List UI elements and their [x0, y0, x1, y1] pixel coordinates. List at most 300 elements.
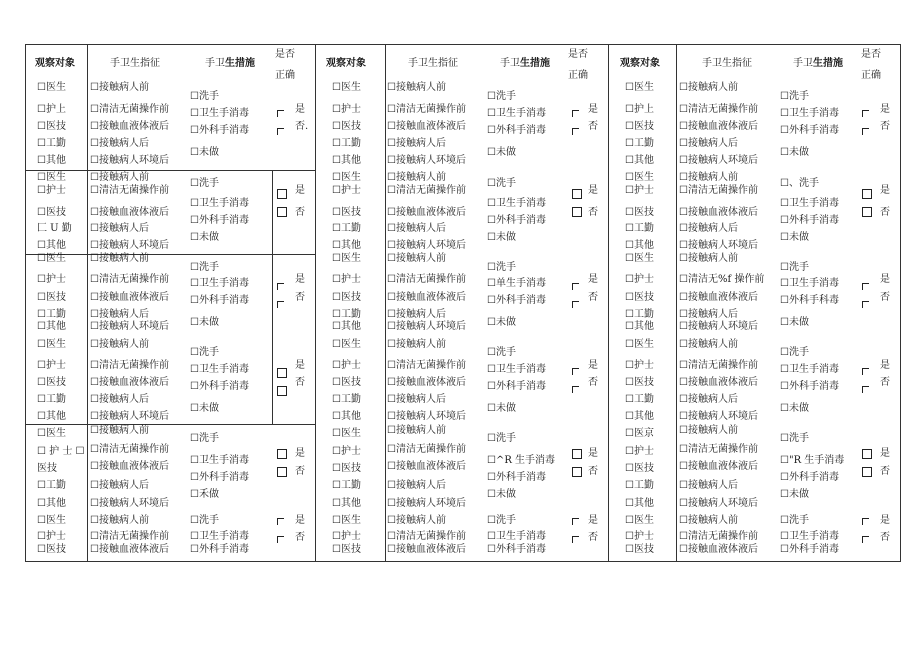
- measure-option: ☐"R 生手消毒: [780, 455, 845, 466]
- correct-yes-checkbox[interactable]: [277, 368, 287, 378]
- indication-option: ☐清洁无菌操作前: [387, 360, 466, 371]
- observer-option: ☐工勤: [37, 394, 66, 405]
- header-measure-bold: 生措施: [520, 58, 550, 69]
- measure-option: ☐卫生手消毒: [190, 455, 249, 466]
- indication-option: ☐接触病人前: [679, 339, 738, 350]
- observer-option: ☐医技: [625, 377, 654, 388]
- measure-option: ☐外科手消毒: [487, 472, 546, 483]
- correct-yes-label: 是: [880, 360, 890, 371]
- measure-option: ☐外科手消毒: [487, 544, 546, 555]
- indication-option: ☐接触病人前: [387, 82, 446, 93]
- indication-option: ☐接触血液体液后: [387, 377, 466, 388]
- observer-option: ☐护士: [332, 531, 361, 542]
- correct-no-checkbox[interactable]: [862, 207, 872, 217]
- correct-yes-checkbox[interactable]: [277, 283, 284, 290]
- indication-option: ☐清洁无菌操作前: [387, 444, 466, 455]
- indication-option: ☐接触血液体液后: [387, 461, 466, 472]
- correct-yes-label: 是: [588, 448, 598, 459]
- correct-yes-checkbox[interactable]: [862, 189, 872, 199]
- measure-option: ☐卫生手消毒: [190, 364, 249, 375]
- observer-option: ☐医技: [625, 207, 654, 218]
- observer-option: ☐医技: [625, 121, 654, 132]
- observer-option: ☐医生: [332, 172, 361, 183]
- header-indication: 手卫生指征: [702, 58, 752, 69]
- observer-option: ☐医技: [37, 121, 66, 132]
- indication-option: ☐接触血液体液后: [90, 461, 169, 472]
- indication-option: ☐接触病人环境后: [90, 411, 169, 422]
- measure-option: ☐外科手消毒: [487, 381, 546, 392]
- observer-option: ☐护士: [332, 360, 361, 371]
- indication-option: ☐接触血液体液后: [387, 292, 466, 303]
- measure-option: ☐未做: [780, 147, 809, 158]
- correct-no-label: 否: [588, 292, 598, 303]
- col-rule: [385, 44, 386, 562]
- measure-option: ☐未做: [190, 403, 219, 414]
- indication-option: ☐清洁无菌操作前: [90, 444, 169, 455]
- measure-option: ☐卫生手消毒: [780, 278, 839, 289]
- correct-no-checkbox[interactable]: [572, 128, 579, 135]
- indication-option: ☐接触病人环境后: [387, 240, 466, 251]
- measure-option: ☐洗手: [190, 515, 219, 526]
- indication-option: ☐清洁无菌操作前: [679, 531, 758, 542]
- measure-option: ☐未做: [487, 403, 516, 414]
- observer-option: ☐护上: [37, 104, 66, 115]
- observer-option: ☐医技: [332, 121, 361, 132]
- correct-no-label: 否: [880, 207, 890, 218]
- observer-option: ☐医生: [332, 428, 361, 439]
- correct-yes-label: 是: [588, 515, 598, 526]
- correct-yes-checkbox[interactable]: [572, 518, 579, 525]
- indication-option: ☐接触病人前: [90, 339, 149, 350]
- correct-no-checkbox[interactable]: [572, 467, 582, 477]
- observer-option: ☐护士: [625, 185, 654, 196]
- measure-option: ☐未做: [487, 489, 516, 500]
- correct-no-checkbox[interactable]: [572, 301, 579, 308]
- header-observer: 观察对象: [326, 58, 366, 69]
- indication-option: ☐接触病人环境后: [679, 155, 758, 166]
- header-correct-line2: 正确: [275, 70, 295, 81]
- measure-option: ☐外科手消毒: [190, 381, 249, 392]
- correct-no-label: 否: [295, 207, 305, 218]
- correct-no-checkbox[interactable]: [862, 467, 872, 477]
- indication-option: ☐接触血液体液后: [679, 121, 758, 132]
- correct-yes-checkbox[interactable]: [862, 449, 872, 459]
- col-rule: [272, 170, 273, 424]
- col-rule: [608, 44, 609, 562]
- indication-option: ☐接触病人后: [679, 138, 738, 149]
- indication-option: ☐接触血液体液后: [387, 121, 466, 132]
- observer-option: ☐其他: [37, 411, 66, 422]
- observer-option: ☐其他: [332, 321, 361, 332]
- observer-option: ☐护士: [332, 185, 361, 196]
- measure-option: ☐未做: [487, 232, 516, 243]
- indication-option: ☐接触病人环境后: [679, 321, 758, 332]
- measure-option: ☐、洗手: [780, 178, 819, 189]
- correct-yes-checkbox[interactable]: [572, 449, 582, 459]
- header-indication: 手卫生指征: [110, 58, 160, 69]
- observer-option: ☐护士: [37, 185, 66, 196]
- correct-yes-label: 是: [880, 515, 890, 526]
- indication-option: ☐接触病人前: [679, 253, 738, 264]
- measure-option: ☐外科手科毒: [780, 295, 839, 306]
- correct-no-checkbox[interactable]: [277, 536, 284, 543]
- indication-option: ☐接触病人环境后: [679, 498, 758, 509]
- measure-option: ☐禾做: [190, 489, 219, 500]
- indication-option: ☐接触血液体液后: [679, 544, 758, 555]
- correct-no-checkbox[interactable]: [862, 301, 869, 308]
- observer-option: ☐医生: [625, 172, 654, 183]
- correct-no-label: 否: [588, 532, 598, 543]
- observer-option: ☐医技: [37, 377, 66, 388]
- correct-yes-checkbox[interactable]: [862, 283, 869, 290]
- measure-option: ☐卫生手消毒: [780, 364, 839, 375]
- measure-option: ☐外科手消毒: [780, 381, 839, 392]
- measure-option: ☐未做: [780, 232, 809, 243]
- correct-no-label: 否: [295, 532, 305, 543]
- measure-option: ☐未做: [487, 147, 516, 158]
- observer-option: ☐医技: [625, 463, 654, 474]
- indication-option: ☐接触病人环境后: [387, 411, 466, 422]
- measure-option: ☐卫生手消毒: [780, 531, 839, 542]
- correct-no-checkbox[interactable]: [277, 386, 287, 396]
- indication-option: ☐接触病人前: [679, 515, 738, 526]
- header-indication: 手卫生指征: [408, 58, 458, 69]
- observer-option: ☐ 护 士 ☐: [37, 446, 85, 457]
- correct-yes-checkbox[interactable]: [862, 368, 869, 375]
- measure-option: ☐洗手: [487, 433, 516, 444]
- measure-option: ☐洗手: [780, 347, 809, 358]
- row-rule: [25, 424, 315, 425]
- correct-no-checkbox[interactable]: [277, 128, 284, 135]
- measure-option: ☐未做: [780, 317, 809, 328]
- observer-option: ☐护士: [37, 531, 66, 542]
- correct-yes-label: 是: [588, 360, 598, 371]
- observer-option: ☐工勤: [625, 223, 654, 234]
- indication-option: ☐接触病人后: [387, 480, 446, 491]
- indication-option: ☐接触血液体液后: [90, 207, 169, 218]
- indication-option: ☐接触血液体液后: [90, 292, 169, 303]
- header-correct-line2: 正确: [861, 70, 881, 81]
- observer-option: ☐其他: [37, 240, 66, 251]
- header-measure-part: 手卫: [793, 58, 813, 69]
- indication-option: ☐接触病人前: [90, 82, 149, 93]
- measure-option: ☐未做: [190, 317, 219, 328]
- correct-no-label: 否: [295, 377, 305, 388]
- measure-option: ☐外科手消毒: [190, 472, 249, 483]
- measure-option: ☐外科手消毒: [780, 544, 839, 555]
- indication-option: ☐清洁无菌操作前: [679, 104, 758, 115]
- correct-no-checkbox[interactable]: [862, 128, 869, 135]
- indication-option: ☐接触病人后: [679, 309, 738, 320]
- indication-option: ☐清洁无菌操作前: [387, 531, 466, 542]
- measure-option: ☐卫生手消毒: [487, 531, 546, 542]
- header-correct-line1: 是否: [861, 49, 881, 60]
- correct-no-label: 否: [588, 466, 598, 477]
- header-observer: 观察对象: [35, 58, 75, 69]
- indication-option: ☐接触病人前: [90, 425, 149, 436]
- observer-option: ☐护士: [332, 274, 361, 285]
- correct-yes-checkbox[interactable]: [862, 110, 869, 117]
- header-observer: 观察对象: [620, 58, 660, 69]
- indication-option: ☐接触病人环境后: [387, 498, 466, 509]
- measure-option: ☐^R 生手消毒: [487, 455, 556, 466]
- correct-yes-checkbox[interactable]: [862, 518, 869, 525]
- measure-option: ☐洗手: [190, 347, 219, 358]
- indication-option: ☐接触血液体液后: [387, 544, 466, 555]
- header-correct-line1: 是否: [568, 49, 588, 60]
- observer-option: ☐工勤: [37, 309, 66, 320]
- correct-no-checkbox[interactable]: [277, 467, 287, 477]
- indication-option: ☐清洁无菌操作前: [387, 185, 466, 196]
- measure-option: ☐洗手: [487, 347, 516, 358]
- correct-yes-checkbox[interactable]: [277, 110, 284, 117]
- indication-option: ☐接触病人前: [679, 425, 738, 436]
- indication-option: ☐接触病人前: [387, 425, 446, 436]
- correct-yes-label: 是: [588, 185, 598, 196]
- observer-option: ☐医生: [332, 253, 361, 264]
- measure-option: ☐外科手消毒: [190, 125, 249, 136]
- correct-no-label: 否: [588, 121, 598, 132]
- measure-option: ☐洗手: [780, 91, 809, 102]
- correct-no-checkbox[interactable]: [277, 301, 284, 308]
- indication-option: ☐接触病人后: [387, 309, 446, 320]
- col-rule: [87, 44, 88, 562]
- indication-option: ☐接触病人后: [387, 394, 446, 405]
- observer-option: ☐其他: [37, 321, 66, 332]
- header-measure: [205, 59, 255, 69]
- indication-option: ☐接触病人前: [90, 515, 149, 526]
- observer-option: ☐工勤: [332, 138, 361, 149]
- indication-option: ☐清洁无菌操作前: [90, 274, 169, 285]
- measure-option: ☐洗手: [780, 262, 809, 273]
- header-measure-part: 手卫: [205, 58, 225, 69]
- measure-option: ☐洗手: [780, 515, 809, 526]
- observer-option: ☐医生: [625, 339, 654, 350]
- measure-option: ☐洗手: [487, 178, 516, 189]
- correct-yes-label: 是: [588, 104, 598, 115]
- indication-option: ☐接触病人前: [387, 515, 446, 526]
- observer-option: ☐医技: [37, 544, 66, 555]
- header-rule: [25, 44, 900, 45]
- measure-option: ☐卫生手消毒: [190, 531, 249, 542]
- correct-yes-label: 是: [295, 274, 305, 285]
- header-measure-bold: 生措施: [225, 58, 255, 69]
- correct-no-checkbox[interactable]: [572, 536, 579, 543]
- measure-option: ☐洗手: [190, 91, 219, 102]
- observer-option: ☐医技: [37, 207, 66, 218]
- observer-option: ☐其他: [37, 498, 66, 509]
- indication-option: ☐接触病人后: [90, 223, 149, 234]
- correct-no-checkbox[interactable]: [572, 207, 582, 217]
- indication-option: ☐清洁无菌操作前: [90, 360, 169, 371]
- observer-option: ☐工勤: [37, 138, 66, 149]
- correct-no-label: 否: [295, 466, 305, 477]
- outer-left-rule: [25, 44, 26, 562]
- header-measure: [500, 59, 550, 69]
- measure-option: ☐未做: [780, 489, 809, 500]
- indication-option: ☐接触病人后: [90, 394, 149, 405]
- indication-option: ☐清洁无菌操作前: [679, 185, 758, 196]
- measure-option: ☐卫生手消毒: [487, 108, 546, 119]
- measure-option: ☐外科手消毒: [190, 215, 249, 226]
- measure-option: ☐外科手消毒: [780, 215, 839, 226]
- observer-option: ☐医生: [625, 253, 654, 264]
- indication-option: ☐清洁无菌操作前: [387, 104, 466, 115]
- observer-option: ☐医生: [625, 515, 654, 526]
- observer-option: ☐医生: [332, 82, 361, 93]
- indication-option: ☐清洁无菌操作前: [90, 104, 169, 115]
- outer-right-rule: [900, 44, 901, 562]
- indication-option: ☐接触病人后: [679, 480, 738, 491]
- header-correct-line1: 是否: [275, 49, 295, 60]
- indication-option: ☐接触病人环境后: [90, 498, 169, 509]
- observer-option: ☐其他: [332, 240, 361, 251]
- observer-option: ☐医技: [625, 544, 654, 555]
- bottom-rule: [25, 561, 900, 562]
- observer-option: ☐工勤: [625, 138, 654, 149]
- correct-no-label: 否.: [295, 121, 309, 132]
- indication-option: ☐接触病人前: [679, 82, 738, 93]
- measure-option: ☐单生手消毒: [487, 278, 546, 289]
- observer-option: 匚 U 勤: [37, 223, 72, 234]
- measure-option: ☐卫生手消毒: [190, 198, 249, 209]
- observer-option: ☐护士: [37, 360, 66, 371]
- indication-option: ☐清洁无%f 操作前: [679, 274, 765, 285]
- observer-option: ☐工勤: [625, 309, 654, 320]
- indication-option: ☐接触病人后: [90, 138, 149, 149]
- observer-option: ☐医生: [332, 515, 361, 526]
- correct-yes-checkbox[interactable]: [572, 368, 579, 375]
- measure-option: ☐未做: [190, 147, 219, 158]
- observer-option: ☐其他: [625, 498, 654, 509]
- correct-no-label: 否: [880, 466, 890, 477]
- correct-no-checkbox[interactable]: [277, 207, 287, 217]
- measure-option: ☐卫生手消毒: [780, 198, 839, 209]
- correct-no-checkbox[interactable]: [572, 386, 579, 393]
- correct-yes-label: 是: [880, 185, 890, 196]
- observer-option: ☐其他: [332, 155, 361, 166]
- correct-yes-checkbox[interactable]: [277, 189, 287, 199]
- indication-option: ☐接触病人后: [90, 309, 149, 320]
- observer-option: ☐护士: [625, 274, 654, 285]
- correct-yes-label: 是: [588, 274, 598, 285]
- measure-option: ☐未做: [190, 232, 219, 243]
- measure-option: ☐外科手消毒: [780, 472, 839, 483]
- correct-no-checkbox[interactable]: [862, 536, 869, 543]
- col-rule: [676, 44, 677, 562]
- correct-yes-label: 是: [295, 360, 305, 371]
- indication-option: ☐清洁无菌操作前: [679, 444, 758, 455]
- header-measure-bold: 生措施: [813, 58, 843, 69]
- observer-option: ☐其他: [625, 321, 654, 332]
- indication-option: ☐接触血液体液后: [679, 207, 758, 218]
- col-rule: [315, 44, 316, 562]
- measure-option: ☐洗手: [190, 178, 219, 189]
- indication-option: ☐接触病人前: [90, 253, 149, 264]
- measure-option: ☐外科手消毒: [487, 295, 546, 306]
- observer-option: ☐其他: [332, 411, 361, 422]
- observer-option: ☐工勤: [332, 309, 361, 320]
- observer-option: ☐工勤: [332, 223, 361, 234]
- observer-option: ☐其他: [625, 411, 654, 422]
- header-measure: [793, 59, 843, 69]
- indication-option: ☐接触病人后: [679, 223, 738, 234]
- indication-option: ☐清洁无菌操作前: [90, 531, 169, 542]
- measure-option: ☐卫生手消毒: [487, 198, 546, 209]
- observer-option: ☐工勤: [332, 480, 361, 491]
- correct-no-label: 否: [588, 377, 598, 388]
- observer-option: ☐其他: [37, 155, 66, 166]
- observer-option: ☐医生: [37, 428, 66, 439]
- observer-option: ☐医技: [332, 377, 361, 388]
- correct-yes-checkbox[interactable]: [277, 518, 284, 525]
- observer-option: 医技: [37, 463, 57, 474]
- measure-option: ☐未做: [487, 317, 516, 328]
- indication-option: ☐接触血液体液后: [679, 377, 758, 388]
- observer-option: ☐护上: [625, 104, 654, 115]
- observer-option: ☐工勤: [625, 394, 654, 405]
- correct-yes-checkbox[interactable]: [572, 283, 579, 290]
- observer-option: ☐护士: [625, 531, 654, 542]
- observer-option: ☐医技: [332, 463, 361, 474]
- measure-option: ☐洗手: [487, 515, 516, 526]
- correct-yes-checkbox[interactable]: [572, 189, 582, 199]
- indication-option: ☐接触病人环境后: [679, 240, 758, 251]
- measure-option: ☐外科手消毒: [780, 125, 839, 136]
- observer-option: ☐其他: [625, 240, 654, 251]
- correct-yes-label: 是: [880, 448, 890, 459]
- correct-yes-label: 是: [880, 104, 890, 115]
- correct-no-label: 否: [295, 292, 305, 303]
- measure-option: ☐外科手消毒: [487, 215, 546, 226]
- correct-no-checkbox[interactable]: [862, 386, 869, 393]
- observer-option: ☐工勤: [625, 480, 654, 491]
- indication-option: ☐清洁无菌操作前: [387, 274, 466, 285]
- correct-no-label: 否: [880, 377, 890, 388]
- correct-yes-label: 是: [295, 515, 305, 526]
- indication-option: ☐接触病人后: [90, 480, 149, 491]
- observer-option: ☐工勤: [332, 394, 361, 405]
- measure-option: ☐洗手: [487, 262, 516, 273]
- correct-no-label: 否: [588, 207, 598, 218]
- indication-option: ☐清洁无菌操作前: [90, 185, 169, 196]
- observer-option: ☐医生: [625, 82, 654, 93]
- measure-option: ☐洗手: [487, 91, 516, 102]
- header-correct-line2: 正确: [568, 70, 588, 81]
- correct-yes-label: 是: [880, 274, 890, 285]
- observer-option: ☐医生: [37, 82, 66, 93]
- indication-option: ☐接触病人环境后: [90, 240, 169, 251]
- correct-no-label: 否: [880, 121, 890, 132]
- indication-option: ☐接触病人前: [387, 172, 446, 183]
- correct-yes-label: 是: [295, 185, 305, 196]
- correct-no-label: 否: [880, 532, 890, 543]
- observer-option: ☐医技: [332, 292, 361, 303]
- observer-option: ☐工勤: [37, 480, 66, 491]
- indication-option: ☐接触病人环境后: [387, 155, 466, 166]
- indication-option: ☐接触病人环境后: [90, 155, 169, 166]
- indication-option: ☐接触病人后: [679, 394, 738, 405]
- observer-option: ☐护士: [37, 274, 66, 285]
- observer-option: ☐护士: [625, 446, 654, 457]
- measure-option: ☐洗手: [190, 262, 219, 273]
- observer-option: ☐医技: [332, 207, 361, 218]
- observer-option: ☐医生: [37, 172, 66, 183]
- measure-option: ☐未做: [780, 403, 809, 414]
- correct-yes-checkbox[interactable]: [572, 110, 579, 117]
- correct-yes-checkbox[interactable]: [277, 449, 287, 459]
- observer-option: ☐医生: [37, 339, 66, 350]
